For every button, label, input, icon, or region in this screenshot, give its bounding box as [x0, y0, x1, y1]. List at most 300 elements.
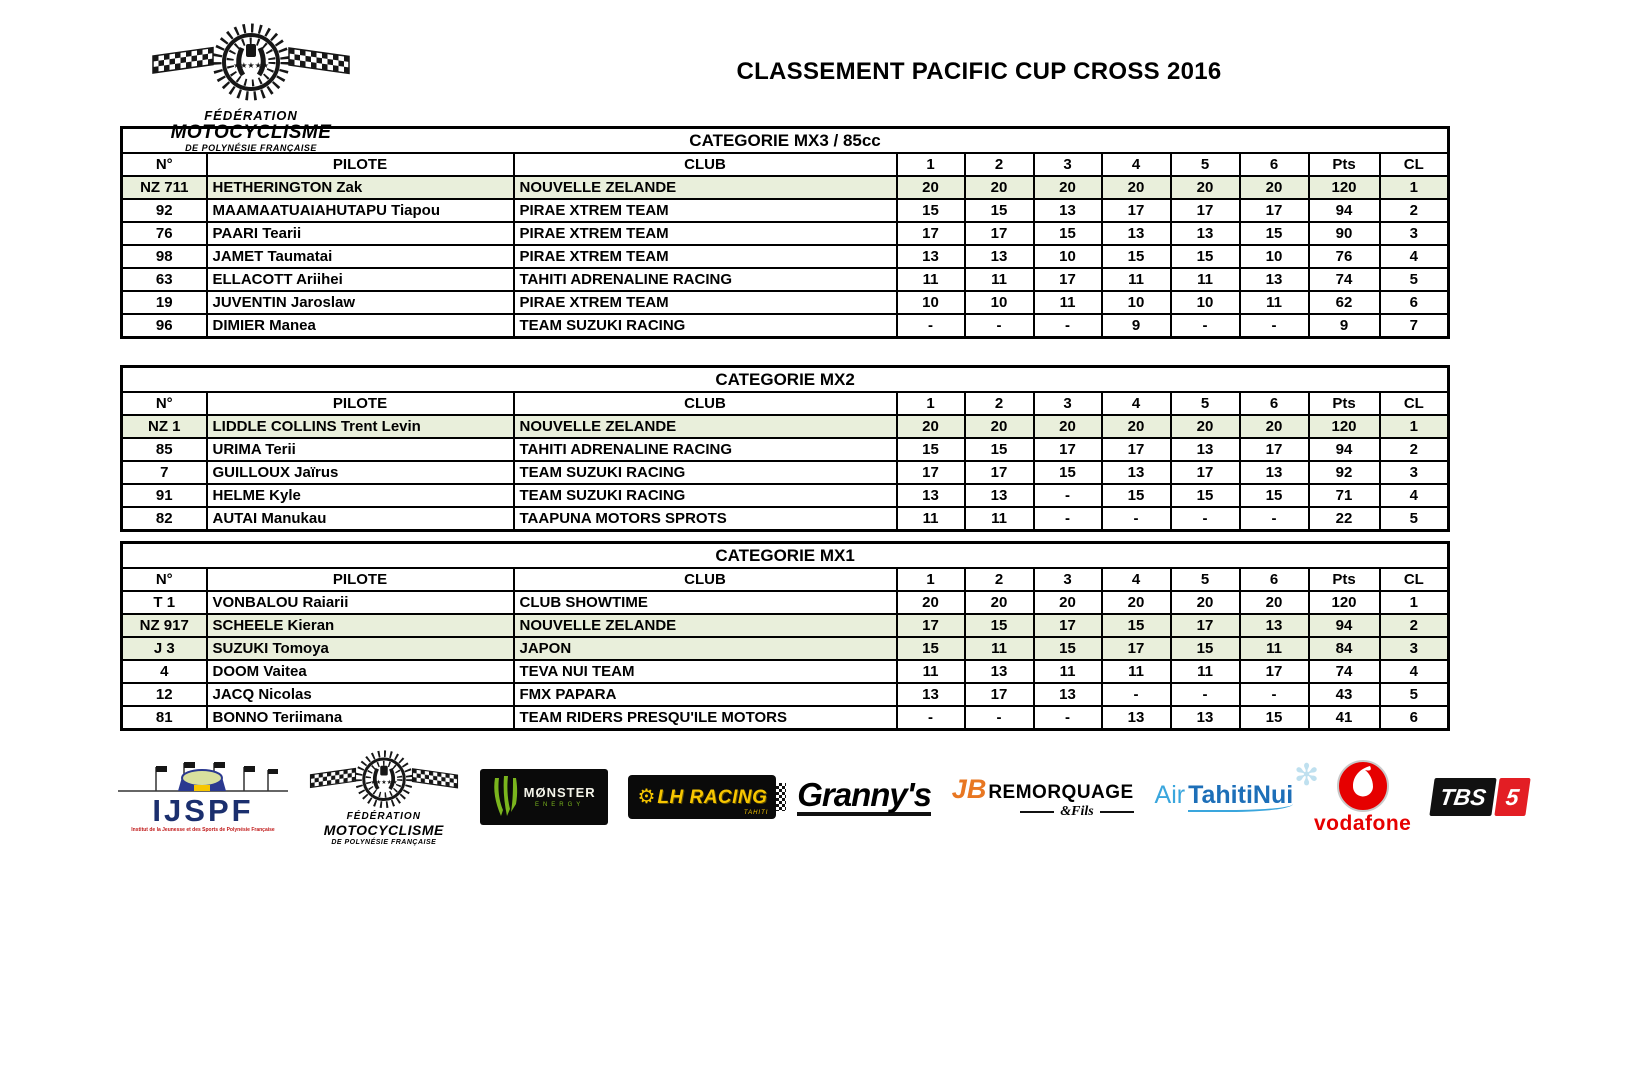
num-cell: NZ 917 [122, 614, 207, 637]
federation-emblem-icon [151, 22, 351, 104]
table-row [122, 706, 1449, 730]
race3-cell: 11 [1034, 660, 1102, 683]
race4-cell: 13 [1102, 461, 1171, 484]
vodafone-wordmark: vodafone [1313, 812, 1412, 835]
column-header-race6: 6 [1240, 153, 1309, 176]
race5-cell: 13 [1171, 222, 1240, 245]
ijspf-subtext: Institut de la Jeunesse et des Sports de Polynésie Française [131, 827, 275, 833]
jb-fils-text: &Fils [1060, 803, 1094, 819]
results-table-1 [120, 126, 1450, 339]
vodafone-speechmark-icon [1337, 760, 1389, 812]
race4-cell: 11 [1102, 660, 1171, 683]
table-row [122, 461, 1449, 484]
pilote-cell: DOOM Vaitea [207, 660, 514, 683]
pts-cell: 92 [1309, 461, 1380, 484]
checker-dots-icon [776, 783, 786, 811]
race5-cell: 20 [1171, 415, 1240, 438]
table-row [122, 683, 1449, 706]
race1-cell: 11 [897, 507, 965, 531]
pilote-cell: LIDDLE COLLINS Trent Levin [207, 415, 514, 438]
column-header-race2: 2 [965, 153, 1034, 176]
race3-cell: 13 [1034, 199, 1102, 222]
divider [1100, 811, 1134, 813]
race2-cell: - [965, 706, 1034, 730]
race5-cell: 11 [1171, 660, 1240, 683]
race4-cell: - [1102, 507, 1171, 531]
race1-cell: - [897, 314, 965, 338]
race2-cell: 11 [965, 637, 1034, 660]
grannys-wordmark: Granny's [797, 778, 931, 816]
race2-cell: 10 [965, 291, 1034, 314]
race1-cell: 17 [897, 614, 965, 637]
num-cell: 19 [122, 291, 207, 314]
table-row [122, 438, 1449, 461]
club-cell: FMX PAPARA [514, 683, 897, 706]
num-cell: 81 [122, 706, 207, 730]
club-cell: TAHITI ADRENALINE RACING [514, 268, 897, 291]
race2-cell: 13 [965, 660, 1034, 683]
column-header-race4: 4 [1102, 153, 1171, 176]
results-table-2 [120, 365, 1450, 532]
race3-cell: 17 [1034, 614, 1102, 637]
num-cell: 92 [122, 199, 207, 222]
category-title: CATEGORIE MX3 / 85cc [122, 128, 1449, 154]
pts-cell: 90 [1309, 222, 1380, 245]
race5-cell: 20 [1171, 591, 1240, 614]
race6-cell: 10 [1240, 245, 1309, 268]
pilote-cell: SUZUKI Tomoya [207, 637, 514, 660]
club-cell: NOUVELLE ZELANDE [514, 614, 897, 637]
pts-cell: 94 [1309, 438, 1380, 461]
race5-cell: 17 [1171, 199, 1240, 222]
race1-cell: 11 [897, 268, 965, 291]
atn-wordmark: TahitiNui [1188, 783, 1293, 812]
num-cell: 85 [122, 438, 207, 461]
cl-cell: 4 [1380, 660, 1449, 683]
race4-cell: 13 [1102, 706, 1171, 730]
sponsor-grannys-logo [797, 778, 931, 816]
race6-cell: 13 [1240, 268, 1309, 291]
pts-cell: 9 [1309, 314, 1380, 338]
column-header-cl: CL [1380, 153, 1449, 176]
race3-cell: - [1034, 314, 1102, 338]
num-cell: 76 [122, 222, 207, 245]
race4-cell: 17 [1102, 438, 1171, 461]
race6-cell: 15 [1240, 222, 1309, 245]
race6-cell: 17 [1240, 438, 1309, 461]
column-header-club: CLUB [514, 568, 897, 591]
race2-cell: - [965, 314, 1034, 338]
race4-cell: 9 [1102, 314, 1171, 338]
pilote-cell: ELLACOTT Ariihei [207, 268, 514, 291]
pts-cell: 94 [1309, 614, 1380, 637]
column-header-pilote: PILOTE [207, 153, 514, 176]
num-cell: 63 [122, 268, 207, 291]
race1-cell: - [897, 706, 965, 730]
race3-cell: 17 [1034, 268, 1102, 291]
race5-cell: 17 [1171, 461, 1240, 484]
pts-cell: 71 [1309, 484, 1380, 507]
table-row [122, 507, 1449, 531]
race1-cell: 13 [897, 484, 965, 507]
race6-cell: 11 [1240, 291, 1309, 314]
table-row [122, 245, 1449, 268]
sponsor-monster-logo [480, 769, 608, 825]
race6-cell: 13 [1240, 614, 1309, 637]
num-cell: 96 [122, 314, 207, 338]
race5-cell: 15 [1171, 245, 1240, 268]
column-header-pts: Pts [1309, 153, 1380, 176]
club-cell: TEAM SUZUKI RACING [514, 461, 897, 484]
race3-cell: - [1034, 507, 1102, 531]
race4-cell: 20 [1102, 415, 1171, 438]
ijspf-wordmark: IJSPF [152, 793, 254, 828]
race3-cell: - [1034, 706, 1102, 730]
race6-cell: 20 [1240, 591, 1309, 614]
race6-cell: 20 [1240, 176, 1309, 199]
race1-cell: 10 [897, 291, 965, 314]
column-header-row [122, 153, 1449, 176]
table-row [122, 314, 1449, 338]
race3-cell: 11 [1034, 291, 1102, 314]
cl-cell: 1 [1380, 176, 1449, 199]
sponsor-federation-logo [309, 749, 459, 846]
race3-cell: 20 [1034, 176, 1102, 199]
race1-cell: 20 [897, 591, 965, 614]
cl-cell: 6 [1380, 706, 1449, 730]
pilote-cell: AUTAI Manukau [207, 507, 514, 531]
column-header-race6: 6 [1240, 568, 1309, 591]
cl-cell: 3 [1380, 637, 1449, 660]
race2-cell: 15 [965, 199, 1034, 222]
race2-cell: 20 [965, 176, 1034, 199]
race2-cell: 17 [965, 222, 1034, 245]
cl-cell: 2 [1380, 199, 1449, 222]
flower-icon: ✻ [1294, 758, 1320, 792]
race4-cell: 15 [1102, 245, 1171, 268]
federation-emblem-icon [309, 749, 459, 811]
cl-cell: 7 [1380, 314, 1449, 338]
cl-cell: 3 [1380, 222, 1449, 245]
num-cell: 4 [122, 660, 207, 683]
gear-icon: ⚙ [637, 786, 656, 808]
race2-cell: 13 [965, 245, 1034, 268]
race3-cell: 10 [1034, 245, 1102, 268]
sponsor-air-tahiti-nui-logo [1154, 758, 1320, 812]
pilote-cell: HETHERINGTON Zak [207, 176, 514, 199]
pilote-cell: GUILLOUX Jaïrus [207, 461, 514, 484]
race4-cell: 10 [1102, 291, 1171, 314]
column-header-race3: 3 [1034, 153, 1102, 176]
column-header-row [122, 568, 1449, 591]
tbs-wordmark: TBS [1429, 778, 1496, 816]
race4-cell: 17 [1102, 199, 1171, 222]
divider [1020, 811, 1054, 813]
table-row [122, 415, 1449, 438]
cl-cell: 1 [1380, 591, 1449, 614]
race2-cell: 17 [965, 683, 1034, 706]
race5-cell: - [1171, 507, 1240, 531]
race1-cell: 13 [897, 245, 965, 268]
num-cell: 7 [122, 461, 207, 484]
club-cell: TAHITI ADRENALINE RACING [514, 438, 897, 461]
pts-cell: 41 [1309, 706, 1380, 730]
column-header-num: N° [122, 392, 207, 415]
sponsor-vodafone-logo [1314, 760, 1411, 834]
column-header-num: N° [122, 153, 207, 176]
race6-cell: 17 [1240, 660, 1309, 683]
pilote-cell: PAARI Tearii [207, 222, 514, 245]
race2-cell: 20 [965, 415, 1034, 438]
tables [120, 126, 1447, 731]
race5-cell: 11 [1171, 268, 1240, 291]
race4-cell: 17 [1102, 637, 1171, 660]
pilote-cell: JUVENTIN Jaroslaw [207, 291, 514, 314]
pts-cell: 76 [1309, 245, 1380, 268]
column-header-race5: 5 [1171, 153, 1240, 176]
column-header-pts: Pts [1309, 568, 1380, 591]
race1-cell: 11 [897, 660, 965, 683]
race2-cell: 15 [965, 614, 1034, 637]
race3-cell: - [1034, 484, 1102, 507]
column-header-race1: 1 [897, 392, 965, 415]
race1-cell: 13 [897, 683, 965, 706]
sponsor-tbs5-logo [1432, 778, 1528, 816]
monster-energy-text: ENERGY [534, 802, 585, 808]
club-cell: TEAM SUZUKI RACING [514, 484, 897, 507]
jb-initials: JB [951, 773, 987, 804]
club-cell: NOUVELLE ZELANDE [514, 415, 897, 438]
race3-cell: 20 [1034, 591, 1102, 614]
federation-logo-line3: DE POLYNÉSIE FRANÇAISE [331, 838, 437, 846]
race6-cell: - [1240, 314, 1309, 338]
lh-racing-tahiti-text: TAHITI [743, 810, 769, 816]
table-row [122, 484, 1449, 507]
federation-logo [146, 22, 356, 153]
num-cell: 12 [122, 683, 207, 706]
race2-cell: 20 [965, 591, 1034, 614]
race6-cell: 15 [1240, 706, 1309, 730]
race5-cell: 15 [1171, 484, 1240, 507]
race3-cell: 17 [1034, 438, 1102, 461]
race3-cell: 15 [1034, 222, 1102, 245]
monster-wordmark: MØNSTER [523, 785, 596, 800]
race2-cell: 17 [965, 461, 1034, 484]
sponsor-lh-racing-logo [628, 775, 776, 819]
pts-cell: 43 [1309, 683, 1380, 706]
num-cell: NZ 711 [122, 176, 207, 199]
pilote-cell: DIMIER Manea [207, 314, 514, 338]
table-row [122, 637, 1449, 660]
club-cell: TEVA NUI TEAM [514, 660, 897, 683]
sponsor-strip [118, 747, 1528, 847]
race2-cell: 11 [965, 507, 1034, 531]
race6-cell: - [1240, 507, 1309, 531]
race1-cell: 17 [897, 461, 965, 484]
column-header-pilote: PILOTE [207, 392, 514, 415]
table-row [122, 591, 1449, 614]
federation-logo-line2: MOTOCYCLISME [170, 122, 332, 143]
club-cell: PIRAE XTREM TEAM [514, 291, 897, 314]
cl-cell: 4 [1380, 245, 1449, 268]
pilote-cell: MAAMAATUAIAHUTAPU Tiapou [207, 199, 514, 222]
num-cell: 98 [122, 245, 207, 268]
club-cell: CLUB SHOWTIME [514, 591, 897, 614]
column-header-race4: 4 [1102, 568, 1171, 591]
column-header-pts: Pts [1309, 392, 1380, 415]
pilote-cell: SCHEELE Kieran [207, 614, 514, 637]
race5-cell: 10 [1171, 291, 1240, 314]
club-cell: NOUVELLE ZELANDE [514, 176, 897, 199]
race2-cell: 13 [965, 484, 1034, 507]
pts-cell: 74 [1309, 268, 1380, 291]
column-header-race3: 3 [1034, 392, 1102, 415]
atn-air-text: Air [1154, 780, 1186, 809]
club-cell: TEAM RIDERS PRESQU'ILE MOTORS [514, 706, 897, 730]
race1-cell: 15 [897, 438, 965, 461]
page-title: CLASSEMENT PACIFIC CUP CROSS 2016 [736, 58, 1222, 85]
race6-cell: 20 [1240, 415, 1309, 438]
pts-cell: 120 [1309, 415, 1380, 438]
pts-cell: 74 [1309, 660, 1380, 683]
column-header-club: CLUB [514, 153, 897, 176]
cl-cell: 5 [1380, 683, 1449, 706]
race5-cell: 13 [1171, 438, 1240, 461]
race5-cell: 20 [1171, 176, 1240, 199]
column-header-race5: 5 [1171, 568, 1240, 591]
column-header-race1: 1 [897, 568, 965, 591]
race6-cell: - [1240, 683, 1309, 706]
pts-cell: 22 [1309, 507, 1380, 531]
ijspf-building-icon [118, 761, 288, 797]
race1-cell: 20 [897, 415, 965, 438]
cl-cell: 3 [1380, 461, 1449, 484]
lh-racing-wordmark: LH RACING [657, 786, 768, 808]
table-row [122, 291, 1449, 314]
pts-cell: 84 [1309, 637, 1380, 660]
category-title: CATEGORIE MX2 [122, 367, 1449, 393]
results-table-3 [120, 541, 1450, 731]
table-row [122, 199, 1449, 222]
club-cell: PIRAE XTREM TEAM [514, 199, 897, 222]
column-header-race1: 1 [897, 153, 965, 176]
num-cell: T 1 [122, 591, 207, 614]
cl-cell: 6 [1380, 291, 1449, 314]
column-header-race3: 3 [1034, 568, 1102, 591]
monster-claw-icon [492, 776, 518, 818]
cl-cell: 4 [1380, 484, 1449, 507]
race5-cell: 15 [1171, 637, 1240, 660]
column-header-race5: 5 [1171, 392, 1240, 415]
pilote-cell: VONBALOU Raiarii [207, 591, 514, 614]
column-header-club: CLUB [514, 392, 897, 415]
table-row [122, 176, 1449, 199]
cl-cell: 1 [1380, 415, 1449, 438]
federation-logo-line1: FÉDÉRATION [346, 810, 421, 822]
race4-cell: - [1102, 683, 1171, 706]
pilote-cell: JAMET Taumatai [207, 245, 514, 268]
table-row [122, 614, 1449, 637]
cl-cell: 5 [1380, 268, 1449, 291]
pts-cell: 62 [1309, 291, 1380, 314]
pilote-cell: JACQ Nicolas [207, 683, 514, 706]
column-header-num: N° [122, 568, 207, 591]
pilote-cell: HELME Kyle [207, 484, 514, 507]
race1-cell: 17 [897, 222, 965, 245]
sponsor-jb-remorquage-logo [951, 773, 1134, 819]
club-cell: JAPON [514, 637, 897, 660]
pts-cell: 94 [1309, 199, 1380, 222]
race1-cell: 15 [897, 199, 965, 222]
column-header-race2: 2 [965, 392, 1034, 415]
num-cell: 82 [122, 507, 207, 531]
cl-cell: 2 [1380, 614, 1449, 637]
race4-cell: 11 [1102, 268, 1171, 291]
race6-cell: 17 [1240, 199, 1309, 222]
column-header-race2: 2 [965, 568, 1034, 591]
table-row [122, 268, 1449, 291]
cl-cell: 5 [1380, 507, 1449, 531]
race5-cell: - [1171, 314, 1240, 338]
column-header-cl: CL [1380, 568, 1449, 591]
race3-cell: 15 [1034, 461, 1102, 484]
race1-cell: 15 [897, 637, 965, 660]
pilote-cell: BONNO Teriimana [207, 706, 514, 730]
race1-cell: 20 [897, 176, 965, 199]
race5-cell: 13 [1171, 706, 1240, 730]
pts-cell: 120 [1309, 176, 1380, 199]
category-title: CATEGORIE MX1 [122, 543, 1449, 569]
tbs-channel-number: 5 [1494, 778, 1530, 816]
jb-wordmark: REMORQUAGE [988, 781, 1134, 803]
race6-cell: 15 [1240, 484, 1309, 507]
race4-cell: 15 [1102, 484, 1171, 507]
num-cell: 91 [122, 484, 207, 507]
num-cell: NZ 1 [122, 415, 207, 438]
federation-logo-line1: FÉDÉRATION [204, 108, 298, 123]
race6-cell: 11 [1240, 637, 1309, 660]
race5-cell: - [1171, 683, 1240, 706]
race6-cell: 13 [1240, 461, 1309, 484]
race2-cell: 15 [965, 438, 1034, 461]
race4-cell: 20 [1102, 176, 1171, 199]
cl-cell: 2 [1380, 438, 1449, 461]
pilote-cell: URIMA Terii [207, 438, 514, 461]
table-row [122, 660, 1449, 683]
sponsor-ijspf-logo [118, 761, 288, 833]
club-cell: TEAM SUZUKI RACING [514, 314, 897, 338]
column-header-pilote: PILOTE [207, 568, 514, 591]
column-header-row [122, 392, 1449, 415]
race3-cell: 20 [1034, 415, 1102, 438]
race2-cell: 11 [965, 268, 1034, 291]
club-cell: PIRAE XTREM TEAM [514, 245, 897, 268]
column-header-race6: 6 [1240, 392, 1309, 415]
column-header-cl: CL [1380, 392, 1449, 415]
race4-cell: 13 [1102, 222, 1171, 245]
race4-cell: 15 [1102, 614, 1171, 637]
federation-logo-line3: DE POLYNÉSIE FRANÇAISE [185, 143, 317, 153]
race5-cell: 17 [1171, 614, 1240, 637]
race4-cell: 20 [1102, 591, 1171, 614]
pts-cell: 120 [1309, 591, 1380, 614]
race3-cell: 13 [1034, 683, 1102, 706]
column-header-race4: 4 [1102, 392, 1171, 415]
race3-cell: 15 [1034, 637, 1102, 660]
table-row [122, 222, 1449, 245]
federation-logo-line2: MOTOCYCLISME [323, 821, 444, 838]
club-cell: PIRAE XTREM TEAM [514, 222, 897, 245]
